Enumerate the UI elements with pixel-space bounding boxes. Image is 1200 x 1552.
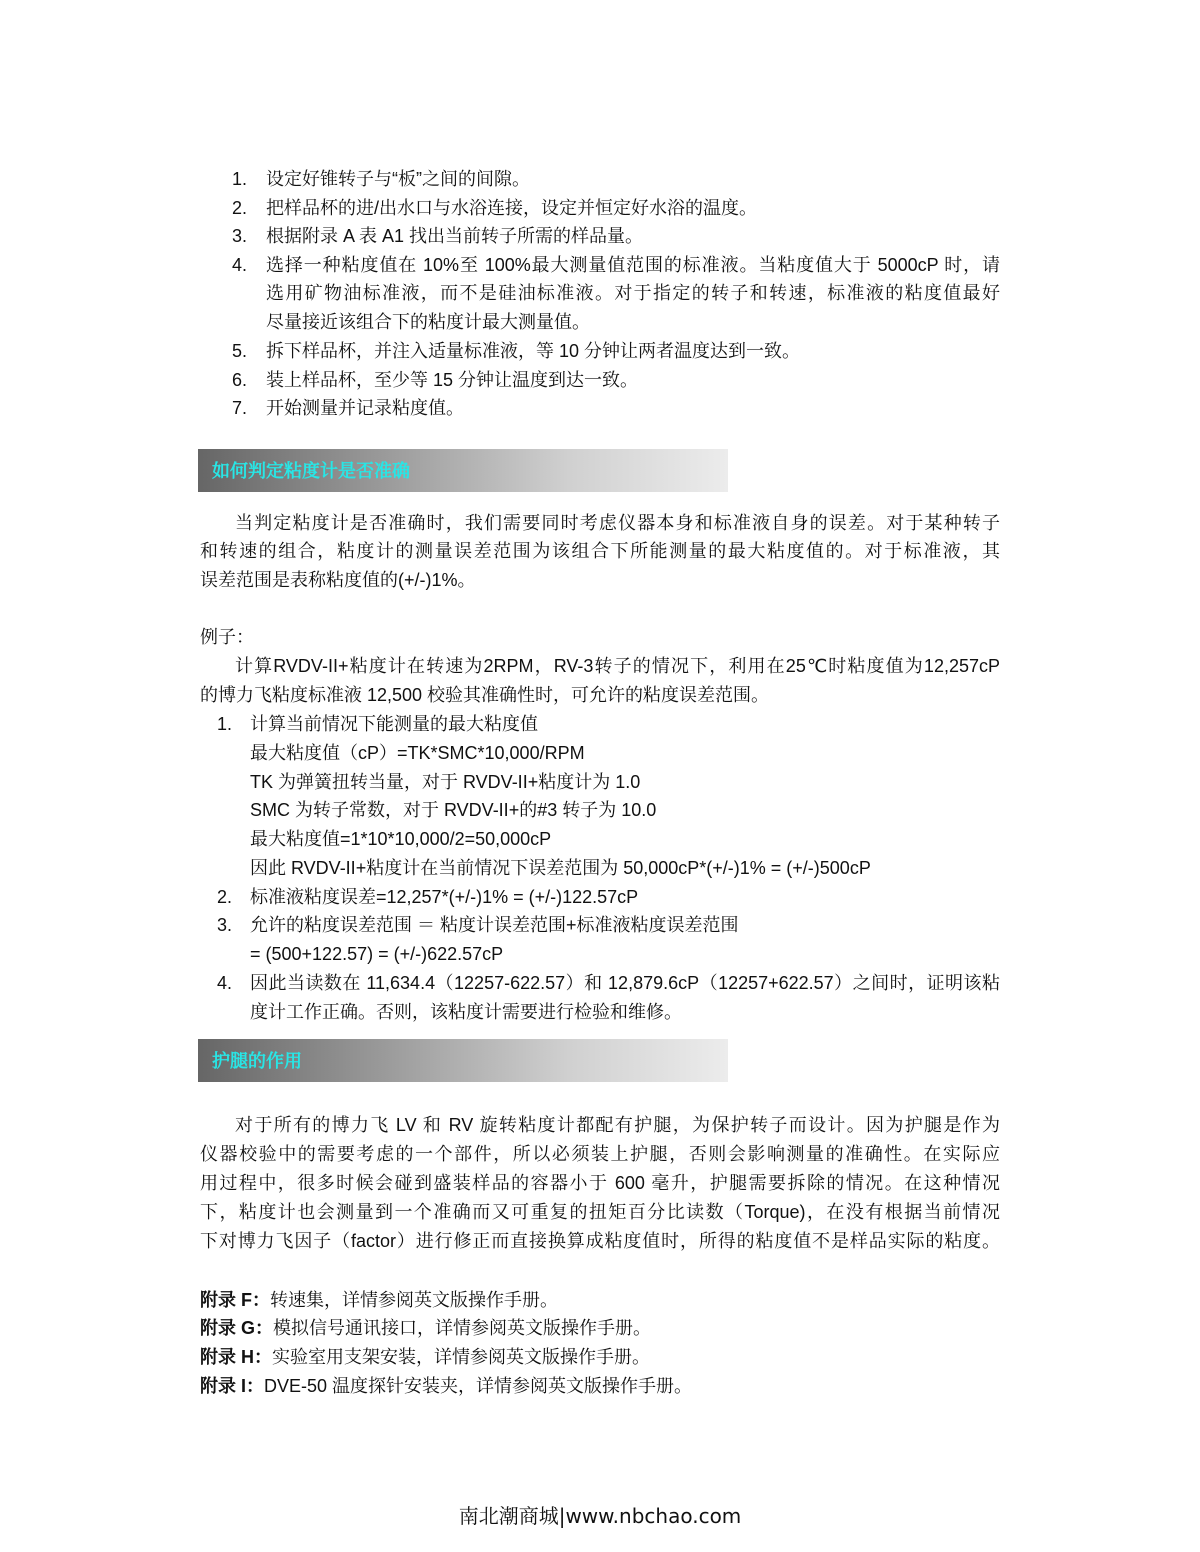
list-item-text: 因此 RVDV-II+粘度计在当前情况下误差范围为 50,000cP*(+/-)1% = (+/-)500cP <box>250 858 871 878</box>
paragraph-line: 用过程中，很多时候会碰到盛装样品的容器小于 600 毫升，护腿需要拆除的情况。在这种情况 <box>200 1173 1000 1193</box>
paragraph-line: 对于所有的博力飞 LV 和 RV 旋转粘度计都配有护腿，为保护转子而设计。因为护腿是作为 <box>235 1115 1000 1135</box>
example-line: 的博力飞粘度标准液 12,500 校验其准确性时，可允许的粘度误差范围。 <box>200 685 770 705</box>
appendix-label: 附录 F： <box>200 1290 270 1310</box>
list-item-text: 装上样品杯，至少等 15 分钟让温度到达一致。 <box>266 370 639 390</box>
list-number: 4. <box>217 973 233 993</box>
list-item-text: = (500+122.57) = (+/-)622.57cP <box>250 944 504 964</box>
section-heading-text: 如何判定粘度计是否准确 <box>212 461 410 481</box>
list-item-text: 最大粘度值=1*10*10,000/2=50,000cP <box>250 829 552 849</box>
section-heading-text: 护腿的作用 <box>212 1051 302 1071</box>
list-item-text: SMC 为转子常数，对于 RVDV-II+的#3 转子为 10.0 <box>250 800 657 820</box>
section-heading-guard-leg <box>198 1039 728 1082</box>
list-number: 5. <box>232 341 248 361</box>
list-item-text: 设定好锥转子与“板”之间的间隙。 <box>266 169 530 189</box>
list-item-text: 允许的粘度误差范围 ＝ 粘度计误差范围+标准液粘度误差范围 <box>250 915 739 935</box>
paragraph-line: 下对博力飞因子（factor）进行修正而直接换算成粘度值时，所得的粘度值不是样品实际的粘度。 <box>200 1231 1000 1251</box>
list-number: 2. <box>217 887 233 907</box>
list-number: 7. <box>232 398 248 418</box>
paragraph-line: 误差范围是表称粘度值的(+/-)1%。 <box>200 570 476 590</box>
appendix-text: 模拟信号通讯接口，详情参阅英文版操作手册。 <box>273 1318 652 1338</box>
list-number: 2. <box>232 198 248 218</box>
paragraph-line: 当判定粘度计是否准确时，我们需要同时考虑仪器本身和标准液自身的误差。对于某种转子 <box>235 513 1000 533</box>
list-number: 1. <box>217 714 233 734</box>
appendix-item <box>200 1375 692 1397</box>
appendix-text: 实验室用支架安装，详情参阅英文版操作手册。 <box>272 1347 650 1367</box>
appendix-text: 转速集，详情参阅英文版操作手册。 <box>270 1290 558 1310</box>
list-item-text: 度计工作正确。否则，该粘度计需要进行检验和维修。 <box>250 1002 682 1022</box>
example-line: 计算RVDV-II+粘度计在转速为2RPM，RV-3转子的情况下，利用在25℃时粘度值为12,257cP <box>235 656 1000 676</box>
example-label: 例子： <box>200 627 254 647</box>
appendix-item <box>200 1346 650 1368</box>
appendix-label: 附录 H： <box>200 1347 272 1367</box>
appendix-item <box>200 1289 558 1311</box>
paragraph-line: 下，粘度计也会测量到一个准确而又可重复的扭矩百分比读数（Torque)，在没有根据当前情况 <box>200 1202 1000 1222</box>
paragraph-line: 和转速的组合，粘度计的测量误差范围为该组合下所能测量的最大粘度值的。对于标准液，其 <box>200 541 1000 561</box>
list-item-text: 尽量接近该组合下的粘度计最大测量值。 <box>266 312 590 332</box>
paragraph-line: 仪器校验中的需要考虑的一个部件，所以必须装上护腿，否则会影响测量的准确性。在实际应 <box>200 1144 1000 1164</box>
list-item-text: 选用矿物油标准液，而不是硅油标准液。对于指定的转子和转速，标准液的粘度值最好 <box>266 283 1000 303</box>
section-heading-accuracy <box>198 449 728 492</box>
appendix-label: 附录 G： <box>200 1318 274 1338</box>
list-number: 3. <box>232 226 248 246</box>
footer-watermark: 南北潮商城|www.nbchao.com <box>458 1504 742 1528</box>
list-number: 1. <box>232 169 248 189</box>
list-item-text: 因此当读数在 11,634.4（12257-622.57）和 12,879.6cP（12257+622.57）之间时，证明该粘 <box>250 973 1000 993</box>
appendix-text: DVE-50 温度探针安装夹，详情参阅英文版操作手册。 <box>264 1376 693 1396</box>
list-item-text: 标准液粘度误差=12,257*(+/-)1% = (+/-)122.57cP <box>250 887 639 907</box>
list-number: 3. <box>217 915 233 935</box>
list-item-text: 开始测量并记录粘度值。 <box>266 398 464 418</box>
list-number: 4. <box>232 255 248 275</box>
list-item-text: 选择一种粘度值在 10%至 100%最大测量值范围的标准液。当粘度值大于 5000cP 时，请 <box>266 255 1000 275</box>
list-number: 6. <box>232 370 248 390</box>
list-item-text: 把样品杯的进/出水口与水浴连接，设定并恒定好水浴的温度。 <box>266 198 757 218</box>
list-item-text: 最大粘度值（cP）=TK*SMC*10,000/RPM <box>250 743 585 763</box>
appendix-label: 附录 I： <box>200 1376 265 1396</box>
appendix-item <box>200 1317 651 1339</box>
list-item-text: 计算当前情况下能测量的最大粘度值 <box>250 714 538 734</box>
list-item-text: TK 为弹簧扭转当量，对于 RVDV-II+粘度计为 1.0 <box>250 772 641 792</box>
list-item-text: 拆下样品杯，并注入适量标准液，等 10 分钟让两者温度达到一致。 <box>266 341 801 361</box>
list-item-text: 根据附录 A 表 A1 找出当前转子所需的样品量。 <box>266 226 644 246</box>
